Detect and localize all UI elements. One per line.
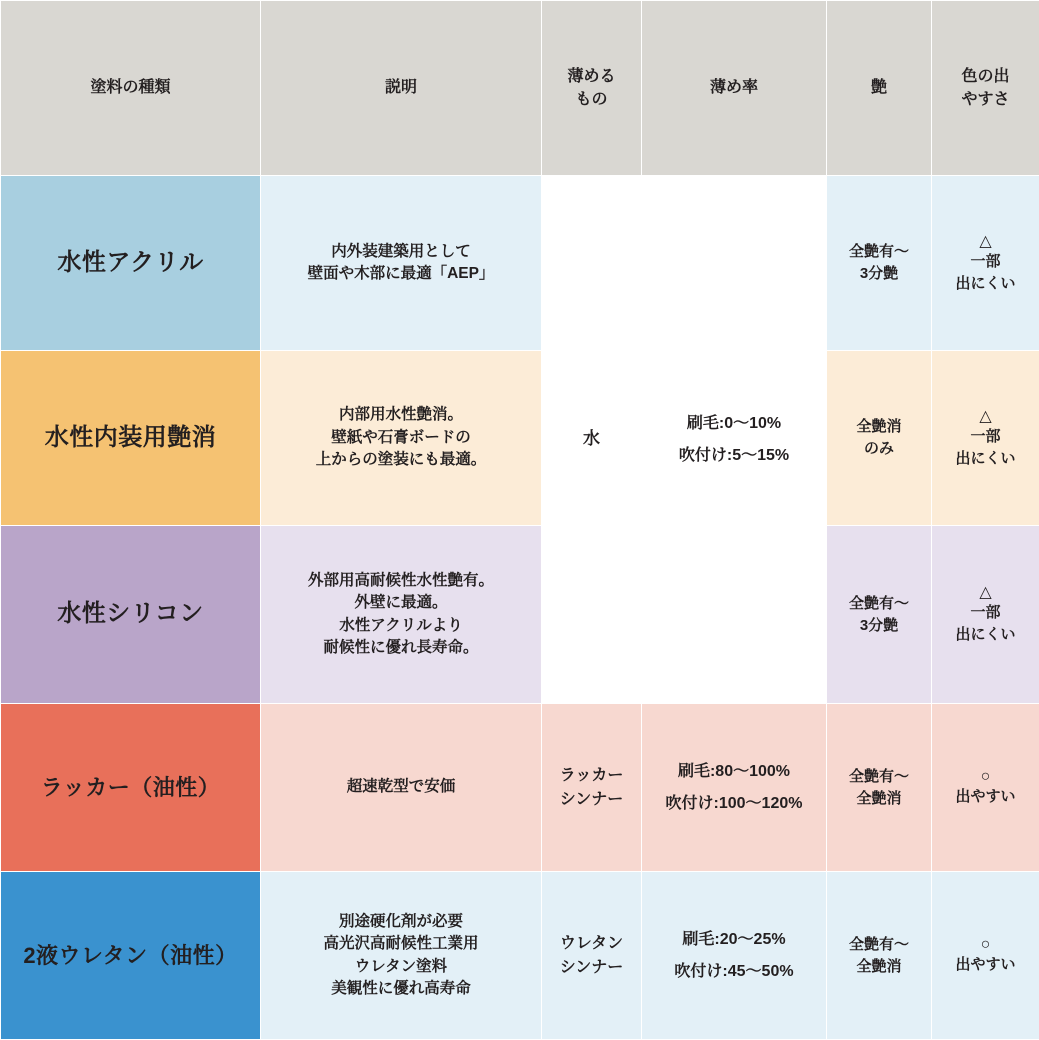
row-description-naiso [261, 351, 542, 526]
row-ratio-lacquer [642, 704, 827, 872]
row-thinner-lacquer [542, 704, 642, 872]
desc-line: ウレタン塗料 [267, 956, 535, 978]
row-color-acryl [932, 176, 1039, 351]
desc-line: 水性アクリルより [267, 615, 535, 637]
desc-line: 内部用水性艶消。 [267, 404, 535, 426]
desc-line: 高光沢高耐候性工業用 [267, 933, 535, 955]
color-line: 出やすい [938, 786, 1033, 808]
color-mark-icon: ○ [938, 767, 1033, 786]
table-row [1, 176, 1039, 351]
row-gloss-acryl [827, 176, 932, 351]
thinner-line: ウレタン [548, 932, 635, 955]
ratio-spacer [648, 436, 820, 444]
ratio-line-brush: 刷毛:20〜25% [648, 928, 820, 951]
header-ratio [642, 1, 827, 176]
row-description-lacquer [261, 704, 542, 872]
thinner-line: シンナー [548, 956, 635, 979]
header-description [261, 1, 542, 176]
color-line: 出にくい [938, 624, 1033, 646]
row-description-silicon [261, 526, 542, 704]
gloss-line: 全艶消 [833, 416, 925, 438]
ratio-line-spray: 吹付け:45〜50% [648, 960, 820, 983]
row-description-urethane [261, 872, 542, 1040]
row-gloss-urethane [827, 872, 932, 1040]
desc-line: 別途硬化剤が必要 [267, 911, 535, 933]
header-color-line2: やすさ [938, 88, 1033, 111]
gloss-line: 全艶消 [833, 788, 925, 810]
header-color-line1: 色の出 [938, 65, 1033, 88]
color-line: 出にくい [938, 448, 1033, 470]
row-type-naiso: 水性内装用艶消 [1, 351, 261, 526]
row-color-lacquer [932, 704, 1039, 872]
header-ratio-line: 薄め率 [648, 76, 820, 99]
row-gloss-silicon [827, 526, 932, 704]
header-type [1, 1, 261, 176]
shared-thinner-water: 水 [542, 176, 642, 704]
ratio-line-brush: 刷毛:80〜100% [648, 760, 820, 783]
header-gloss [827, 1, 932, 176]
gloss-line: 全艶消 [833, 956, 925, 978]
gloss-line: 全艶有〜 [833, 593, 925, 615]
shared-ratio-water [642, 176, 827, 704]
ratio-spacer [648, 784, 820, 792]
table-header-row [1, 1, 1039, 176]
table-row [1, 704, 1039, 872]
gloss-line: 全艶有〜 [833, 766, 925, 788]
header-thinner [542, 1, 642, 176]
gloss-line: 全艶有〜 [833, 934, 925, 956]
table-row [1, 526, 1039, 704]
color-mark-icon: ○ [938, 935, 1033, 954]
ratio-line-spray: 吹付け:5〜15% [648, 444, 820, 467]
gloss-line: 3分艶 [833, 615, 925, 637]
ratio-line-spray: 吹付け:100〜120% [648, 792, 820, 815]
row-color-silicon [932, 526, 1039, 704]
table-row [1, 351, 1039, 526]
header-gloss-line: 艶 [833, 76, 925, 99]
desc-line: 外部用高耐候性水性艶有。 [267, 570, 535, 592]
ratio-line-brush: 刷毛:0〜10% [648, 412, 820, 435]
desc-line: 美観性に優れ高寿命 [267, 978, 535, 1000]
header-thinner-line1: 薄める [548, 65, 635, 88]
header-description-line: 説明 [267, 76, 535, 99]
desc-line: 超速乾型で安価 [267, 776, 535, 798]
color-line: 出やすい [938, 954, 1033, 976]
desc-line: 内外装建築用として [267, 241, 535, 263]
thinner-line: シンナー [548, 788, 635, 811]
color-line: 一部 [938, 426, 1033, 448]
row-gloss-naiso [827, 351, 932, 526]
header-thinner-line2: もの [548, 88, 635, 111]
header-type-line: 塗料の種類 [7, 76, 254, 99]
gloss-line: 3分艶 [833, 263, 925, 285]
desc-line: 壁紙や石膏ボードの [267, 427, 535, 449]
desc-line: 耐候性に優れ長寿命。 [267, 637, 535, 659]
thinner-line: ラッカー [548, 764, 635, 787]
color-mark-icon: △ [938, 583, 1033, 602]
gloss-line: のみ [833, 438, 925, 460]
desc-line: 上からの塗装にも最適。 [267, 449, 535, 471]
row-type-lacquer: ラッカー（油性） [1, 704, 261, 872]
ratio-spacer [648, 952, 820, 960]
color-line: 一部 [938, 251, 1033, 273]
row-gloss-lacquer [827, 704, 932, 872]
table-row [1, 872, 1039, 1040]
row-type-urethane: 2液ウレタン（油性） [1, 872, 261, 1040]
color-mark-icon: △ [938, 407, 1033, 426]
color-line: 一部 [938, 602, 1033, 624]
header-color [932, 1, 1039, 176]
desc-line: 壁面や木部に最適「AEP」 [267, 263, 535, 285]
desc-line: 外壁に最適。 [267, 592, 535, 614]
color-mark-icon: △ [938, 232, 1033, 251]
row-type-acryl: 水性アクリル [1, 176, 261, 351]
gloss-line: 全艶有〜 [833, 241, 925, 263]
row-color-naiso [932, 351, 1039, 526]
row-ratio-urethane [642, 872, 827, 1040]
row-thinner-urethane [542, 872, 642, 1040]
row-color-urethane [932, 872, 1039, 1040]
row-description-acryl [261, 176, 542, 351]
row-type-silicon: 水性シリコン [1, 526, 261, 704]
color-line: 出にくい [938, 273, 1033, 295]
